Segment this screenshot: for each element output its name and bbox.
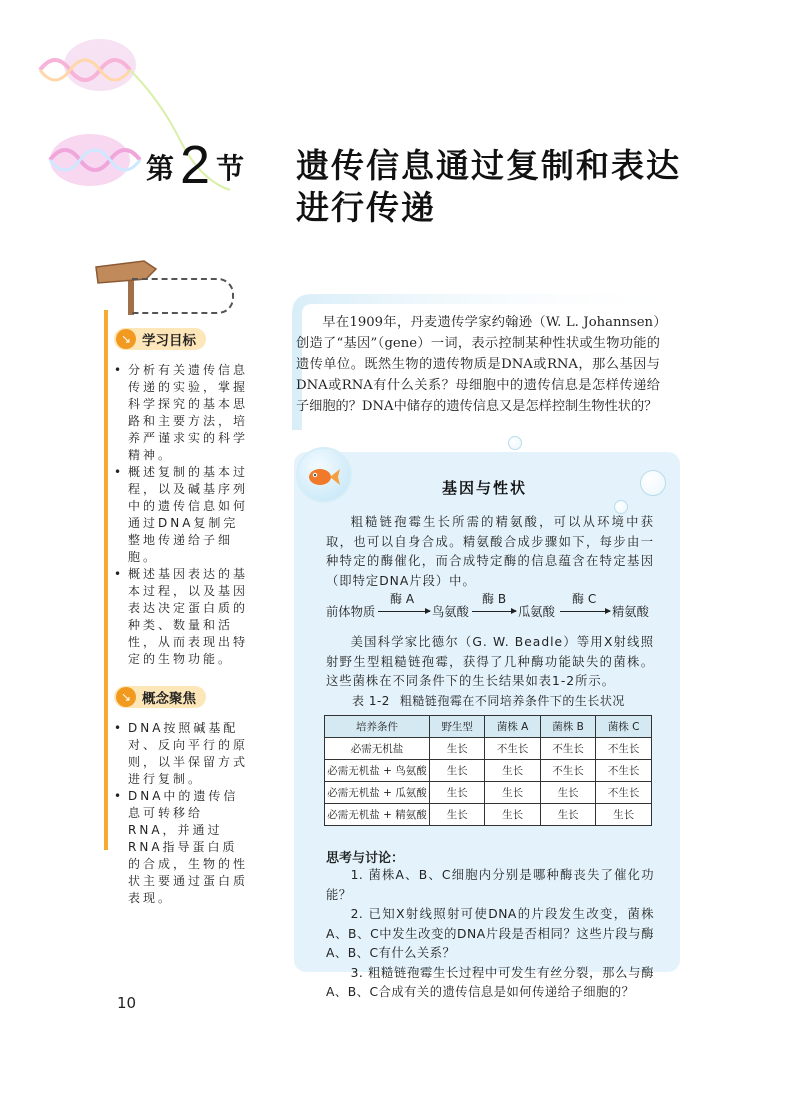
synthesis-pathway [326,592,656,624]
table-cell: 生长 [540,804,595,826]
pathway-arrow [472,611,516,612]
table-row [325,760,652,782]
pathway-enzyme-label: 酶 A [390,592,415,606]
table-cell: 必需无机盐 + 鸟氨酸 [325,760,430,782]
table-cell: 不生长 [596,760,652,782]
table-header-row [325,716,652,738]
table-cell: 生长 [596,804,652,826]
pathway-node: 前体物质 [326,605,376,619]
table-cell: 不生长 [485,738,540,760]
pathway-node: 鸟氨酸 [432,605,469,619]
bubble-decoration [640,470,666,496]
goals-heading: ↘ 学习目标 [114,328,206,350]
concepts-list [108,720,268,907]
table-cell: 生长 [485,760,540,782]
goldfish-icon [296,447,352,503]
table-header-cell: 菌株 B [540,716,595,738]
table-cell: 不生长 [540,738,595,760]
table-header-cell: 菌株 C [596,716,652,738]
table-cell: 不生长 [596,782,652,804]
question-item: 2. 已知X射线照射可使DNA的片段发生改变，菌株A、B、C中发生改变的DNA片段是否相同？这些片段与酶A、B、C有什么关系？ [326,907,654,960]
table-caption-text: 粗糙链孢霉在不同培养条件下的生长状况 [399,694,625,708]
table-cell: 生长 [430,760,485,782]
section-digit: 2 [180,135,211,195]
panel-title: 基因与性状 [442,479,528,497]
goal-item: • 分析有关遗传信息传递的实验，掌握科学探究的基本思路和主要方法，培养严谨求实的科学精神。 [128,362,252,464]
page-number: 10 [117,994,137,1012]
title-line-1: 遗传信息通过复制和表达 [296,146,681,185]
table-cell: 必需无机盐 [325,738,430,760]
table-caption-label: 表 1-2 [352,694,390,708]
dashed-divider [132,278,234,314]
pathway-node: 瓜氨酸 [518,605,555,619]
section-prefix: 第 [146,152,175,185]
concept-item: • DNA中的遗传信息可转移给RNA，并通过RNA指导蛋白质的合成，生物的性状主要通过蛋白质表现。 [128,788,252,907]
table-row [325,738,652,760]
section-number [146,135,245,195]
pathway-node: 精氨酸 [612,605,649,619]
table-cell: 生长 [430,738,485,760]
table-cell: 生长 [540,782,595,804]
title-line-2: 进行传递 [296,188,436,227]
arrow-badge-icon: ↘ [116,687,136,707]
intro-paragraph: 早在1909年，丹麦遗传学家约翰逊（W. L. Johannsen）创造了“基因”（gene）一词，表示控制某种性状或生物功能的遗传单位。既然生物的遗传物质是DNA或RNA，那么基因与DNA或RNA有什么关系？母细胞中的遗传信息是怎样传递给子细胞的？DNA中储存的遗传信息又是怎样控制生物性状的？ [296,315,660,414]
goal-item: • 概述复制的基本过程，以及碱基序列中的遗传信息如何通过DNA复制完整地传递给子细胞。 [128,464,252,566]
table-cell: 生长 [485,804,540,826]
table-caption [352,692,625,709]
question-item: 3. 粗糙链孢霉生长过程中可发生有丝分裂，那么与酶A、B、C合成有关的遗传信息是如何传递给子细胞的？ [326,965,654,999]
bubble-decoration [508,436,522,450]
table-cell: 生长 [485,782,540,804]
section-suffix: 节 [216,152,245,185]
table-cell: 不生长 [596,738,652,760]
bubble-decoration [614,500,628,514]
growth-table [324,715,652,826]
table-cell: 不生长 [540,760,595,782]
pathway-enzyme-label: 酶 B [482,592,507,606]
arrow-badge-icon: ↘ [116,329,136,349]
table-row [325,782,652,804]
pathway-arrow [560,611,610,612]
table-cell: 必需无机盐 + 瓜氨酸 [325,782,430,804]
discussion-heading: 思考与讨论： [326,851,405,866]
table-header-cell: 野生型 [430,716,485,738]
table-row [325,804,652,826]
pathway-arrow [378,611,430,612]
table-cell: 生长 [430,782,485,804]
page-title [296,145,681,229]
panel-paragraph-1: 粗糙链孢霉生长所需的精氨酸，可以从环境中获取，也可以自身合成。精氨酸合成步骤如下，每步由一种特定的酶催化，而合成特定酶的信息蕴含在特定基因（即特定DNA片段）中。 [326,515,654,588]
concept-item: • DNA按照碱基配对、反向平行的原则，以半保留方式进行复制。 [128,720,252,788]
table-cell: 必需无机盐 + 精氨酸 [325,804,430,826]
table-cell: 生长 [430,804,485,826]
goal-item: • 概述基因表达的基本过程，以及基因表达决定蛋白质的种类、数量和活性，从而表现出特定的生物功能。 [128,566,252,668]
concepts-heading: ↘ 概念聚焦 [114,686,206,708]
table-header-cell: 菌株 A [485,716,540,738]
goals-list [108,362,268,668]
table-header-cell: 培养条件 [325,716,430,738]
discussion-questions [326,866,654,1003]
panel-paragraph-2: 美国科学家比德尔（G. W. Beadle）等用X射线照射野生型粗糙链孢霉，获得了几种酶功能缺失的菌株。这些菌株在不同条件下的生长结果如表1-2所示。 [326,635,654,688]
question-item: 1. 菌株A、B、C细胞内分别是哪种酶丧失了催化功能？ [326,868,654,902]
pathway-enzyme-label: 酶 C [572,592,597,606]
sidebar [104,310,268,905]
